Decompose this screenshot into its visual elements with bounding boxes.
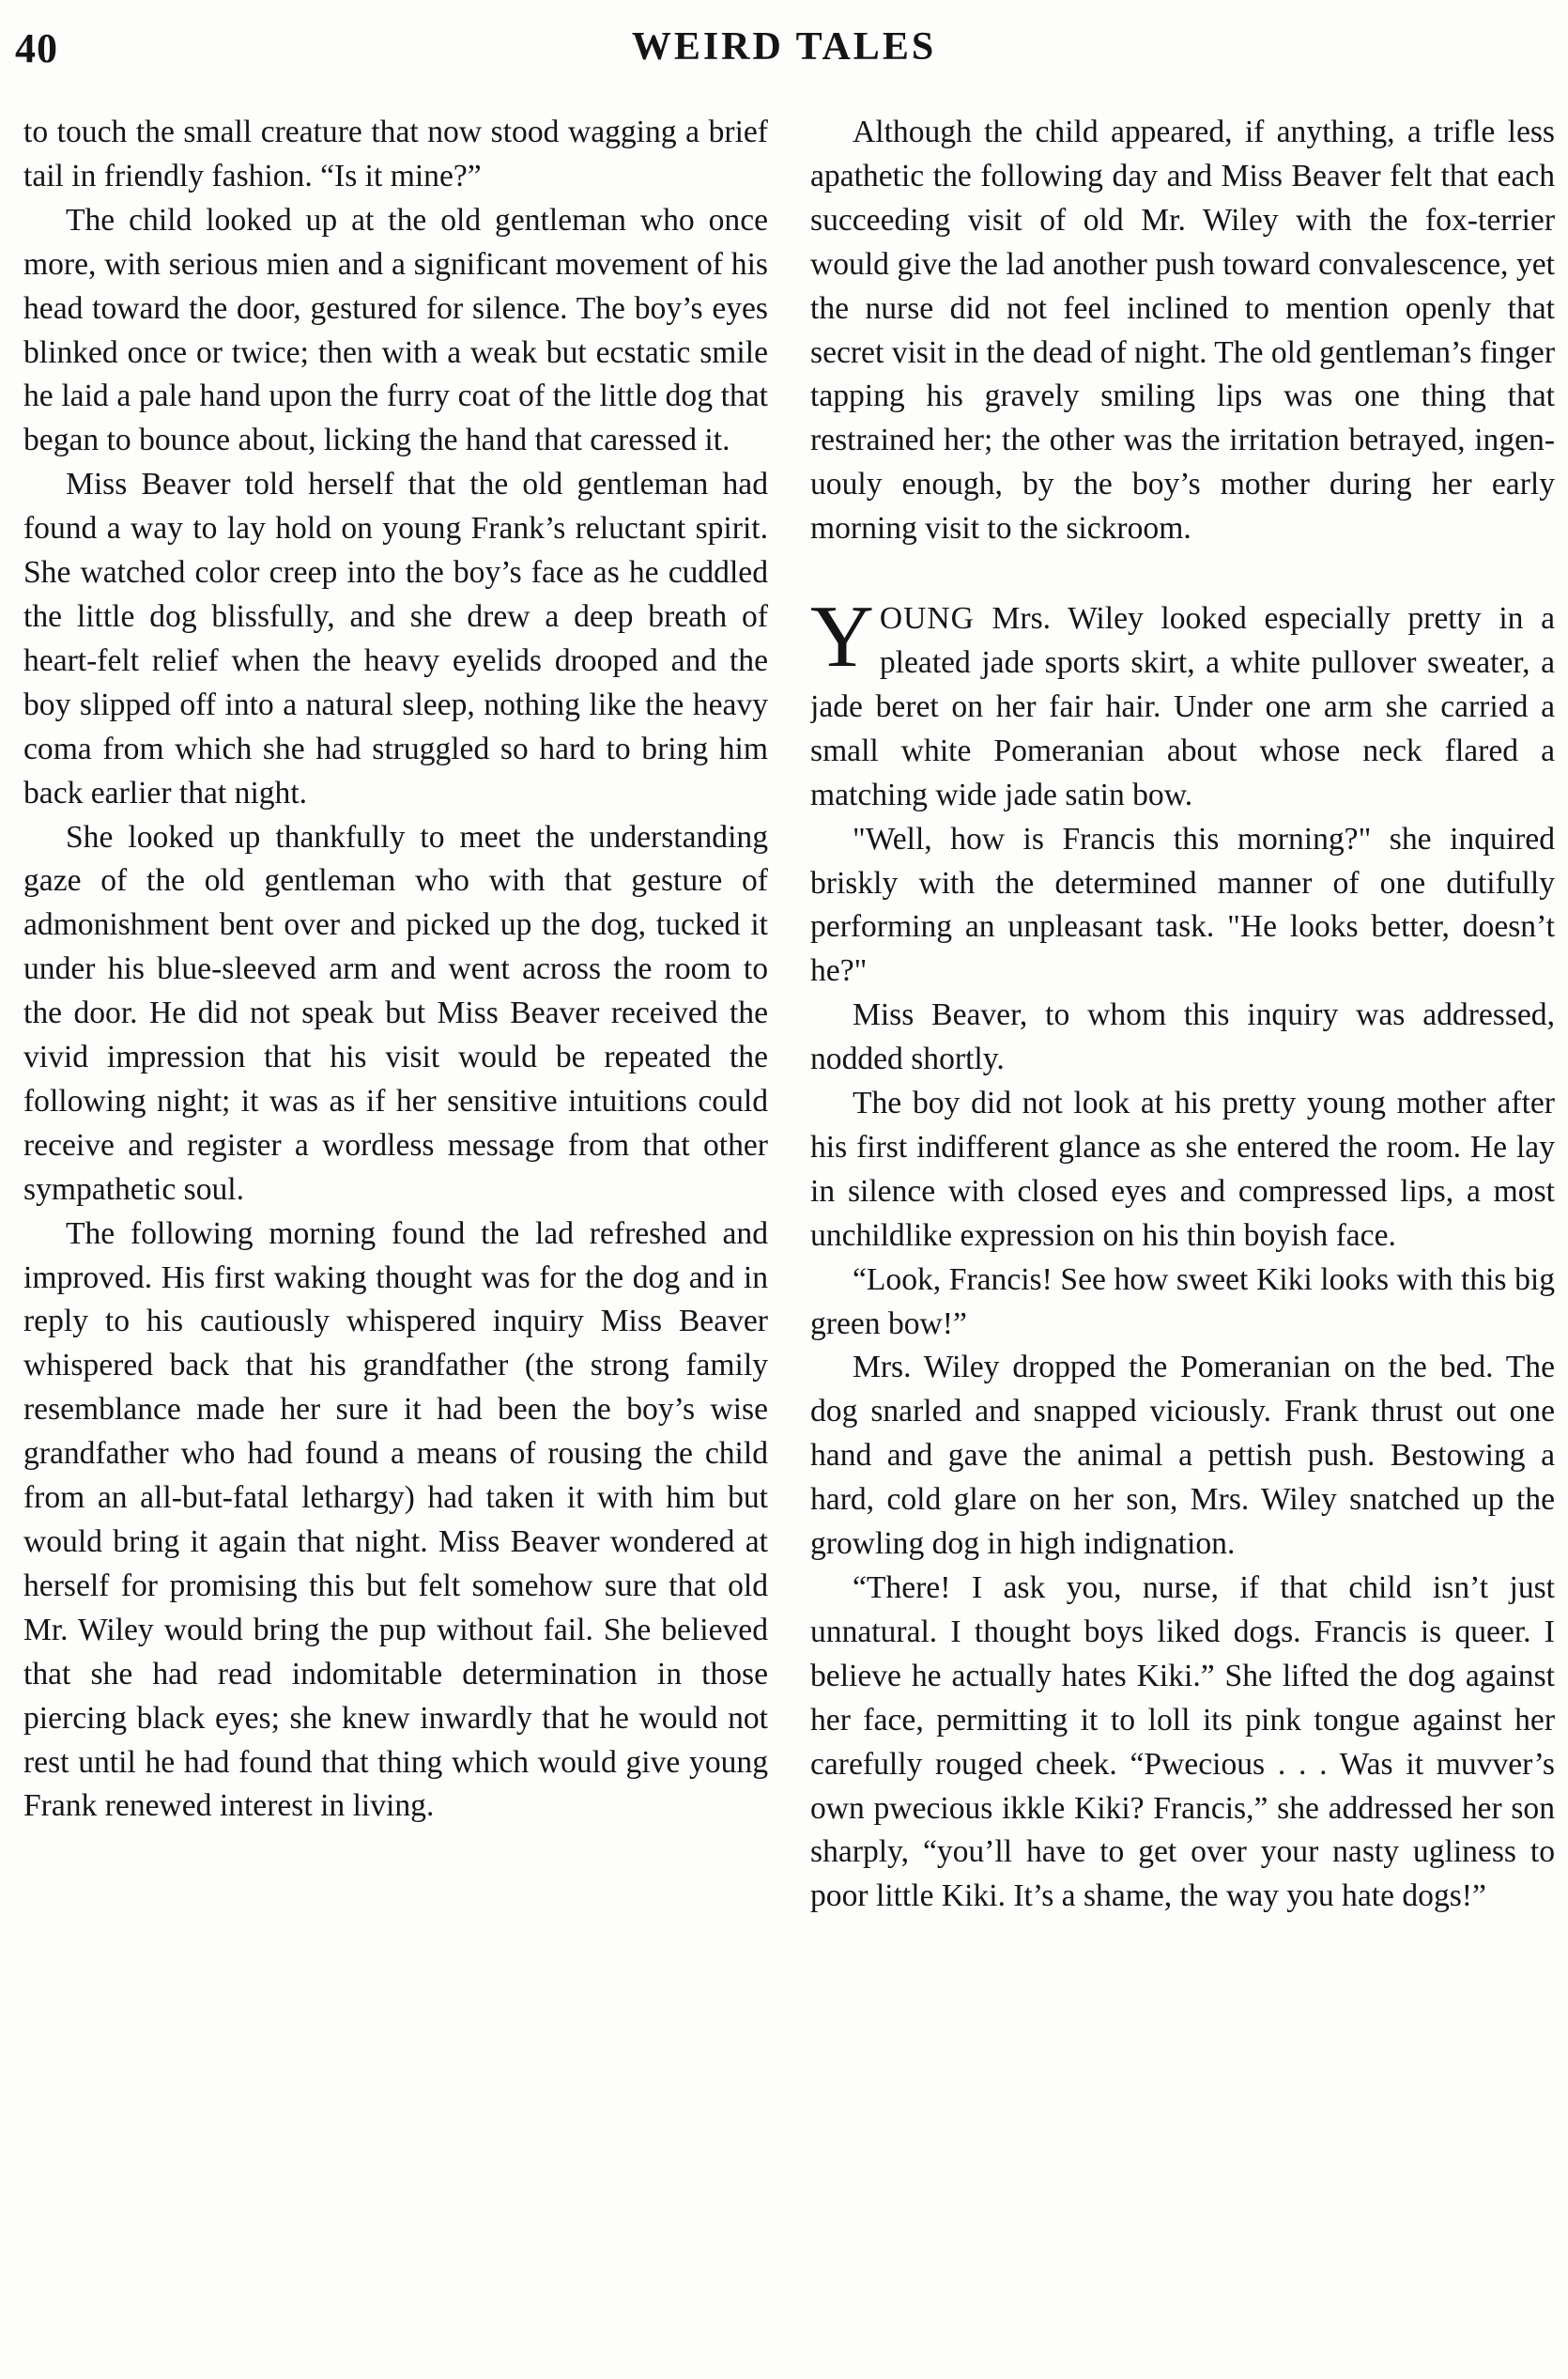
body-paragraph: The child looked up at the old gentleman who once more, with serious mien and a significant movement of his head toward the door, gestured for silence. The boy’s eyes blinked once or twice; then with a weak but ecstatic smile he laid a pale hand upon the furry coat of the little dog that began to bounce about, licking the hand that caressed it. (23, 202, 768, 458)
body-paragraph: “There! I ask you, nurse, if that child isn’t just unnatural. I thought boys liked dogs. Francis is queer. I believe he actually hates Kiki.” She lifted the dog against her face, permitting it to loll its pink tongue against her carefully rouged cheek. “Pwecious . . . Was it muvver’s own pwecious ikkle Kiki? Francis,” she addressed her son sharply, “you’ll have to get over your nasty ugliness to poor little Kiki. It’s a shame, the way you hate dogs!” (810, 1570, 1555, 1914)
page-header (0, 24, 1568, 90)
body-paragraph: Miss Beaver told herself that the old gentleman had found a way to lay hold on young Frank’s reluctant spirit. She watched color creep into the boy’s face as he cuddled the little dog blissfully, and she drew a deep breath of heart-felt relief when the heavy eyelids drooped and the boy slipped off into a natural sleep, nothing like the heavy coma from which she had struggled so hard to bring him back earlier that night. (23, 467, 768, 811)
body-paragraph: to touch the small creature that now stood wagging a brief tail in friendly fashion. “Is it mine?” (23, 115, 768, 193)
running-head: WEIRD TALES (631, 25, 937, 69)
body-paragraph: "Well, how is Francis this morning?" she inquired briskly with the determined manner of one dutifully performing an unpleasant task. "He looks better, doesn’t he?" (810, 821, 1555, 989)
left-column (23, 111, 768, 2365)
body-paragraph: The following morning found the lad refreshed and improved. His first waking thought was for the dog and in reply to his cautiously whispered inquiry Miss Beaver whispered back that his grandfather (the strong family resemblance made her sure it had been the boy’s wise grandfather who had found a means of rousing the child from an all-but-fatal lethargy) had taken it with him but would bring it again that night. Miss Beaver wondered at herself for promising this but felt somehow sure that old Mr. Wiley would bring the pup without fail. She believed that she had read indomitable determination in those piercing black eyes; she knew inwardly that he would not rest until he had found that thing which would give young Frank renewed interest in living. (23, 1215, 768, 1824)
body-paragraph: “Look, Francis! See how sweet Kiki looks with this big green bow!” (810, 1261, 1555, 1341)
body-paragraph: Although the child appeared, if anything, a trifle less apathetic the following day and Miss Beaver felt that each succeeding visit of old Mr. Wiley with the fox-terrier would give the lad another push toward convalescence, yet the nurse did not feel inclined to mention openly that secret visit in the dead of night. The old gentleman’s finger tapping his gravely smiling lips was one thing that restrained her; the other was the irritation betrayed, ingenuouly enough, by the boy’s mother during her early morning visit to the sickroom. (810, 115, 1555, 547)
drop-cap: Y (810, 588, 874, 687)
body-paragraph: She looked up thankfully to meet the understanding gaze of the old gentleman who with that gesture of admonishment bent over and picked up the dog, tucked it under his blue-sleeved arm and went across the room to the door. He did not speak but Miss Beaver received the vivid impression that his visit would be repeated the following night; it was as if her sensitive intuitions could receive and register a wordless message from that other sympathetic soul. (23, 819, 768, 1207)
body-paragraph: Miss Beaver, to whom this inquiry was addressed, nodded shortly. (810, 997, 1555, 1077)
body-paragraph: Mrs. Wiley dropped the Pomeranian on the bed. The dog snarled and snapped viciously. Frank thrust out one hand and gave the animal a pettish push. Bestowing a hard, cold glare on her son, Mrs. Wiley snatched up the growling dog in high indignation. (810, 1350, 1555, 1562)
right-column (810, 111, 1555, 2365)
section-break (810, 551, 1555, 597)
opening-text: Mrs. Wiley looked especially pretty in a pleated jade sports skirt, a white pullover sweater, a jade beret on her fair hair. Under one arm she carried a small white Pomeranian about whose neck flared a matching wide jade satin bow. (810, 601, 1555, 812)
section-opening-paragraph (810, 588, 1555, 818)
page-number: 40 (15, 25, 58, 71)
body-paragraph: The boy did not look at his pretty young mother after his first indifferent glance as she entered the room. He lay in silence with closed eyes and compressed lips, a most unchildlike expression on his thin boyish face. (810, 1086, 1555, 1253)
small-caps-lead: OUNG (879, 601, 975, 637)
